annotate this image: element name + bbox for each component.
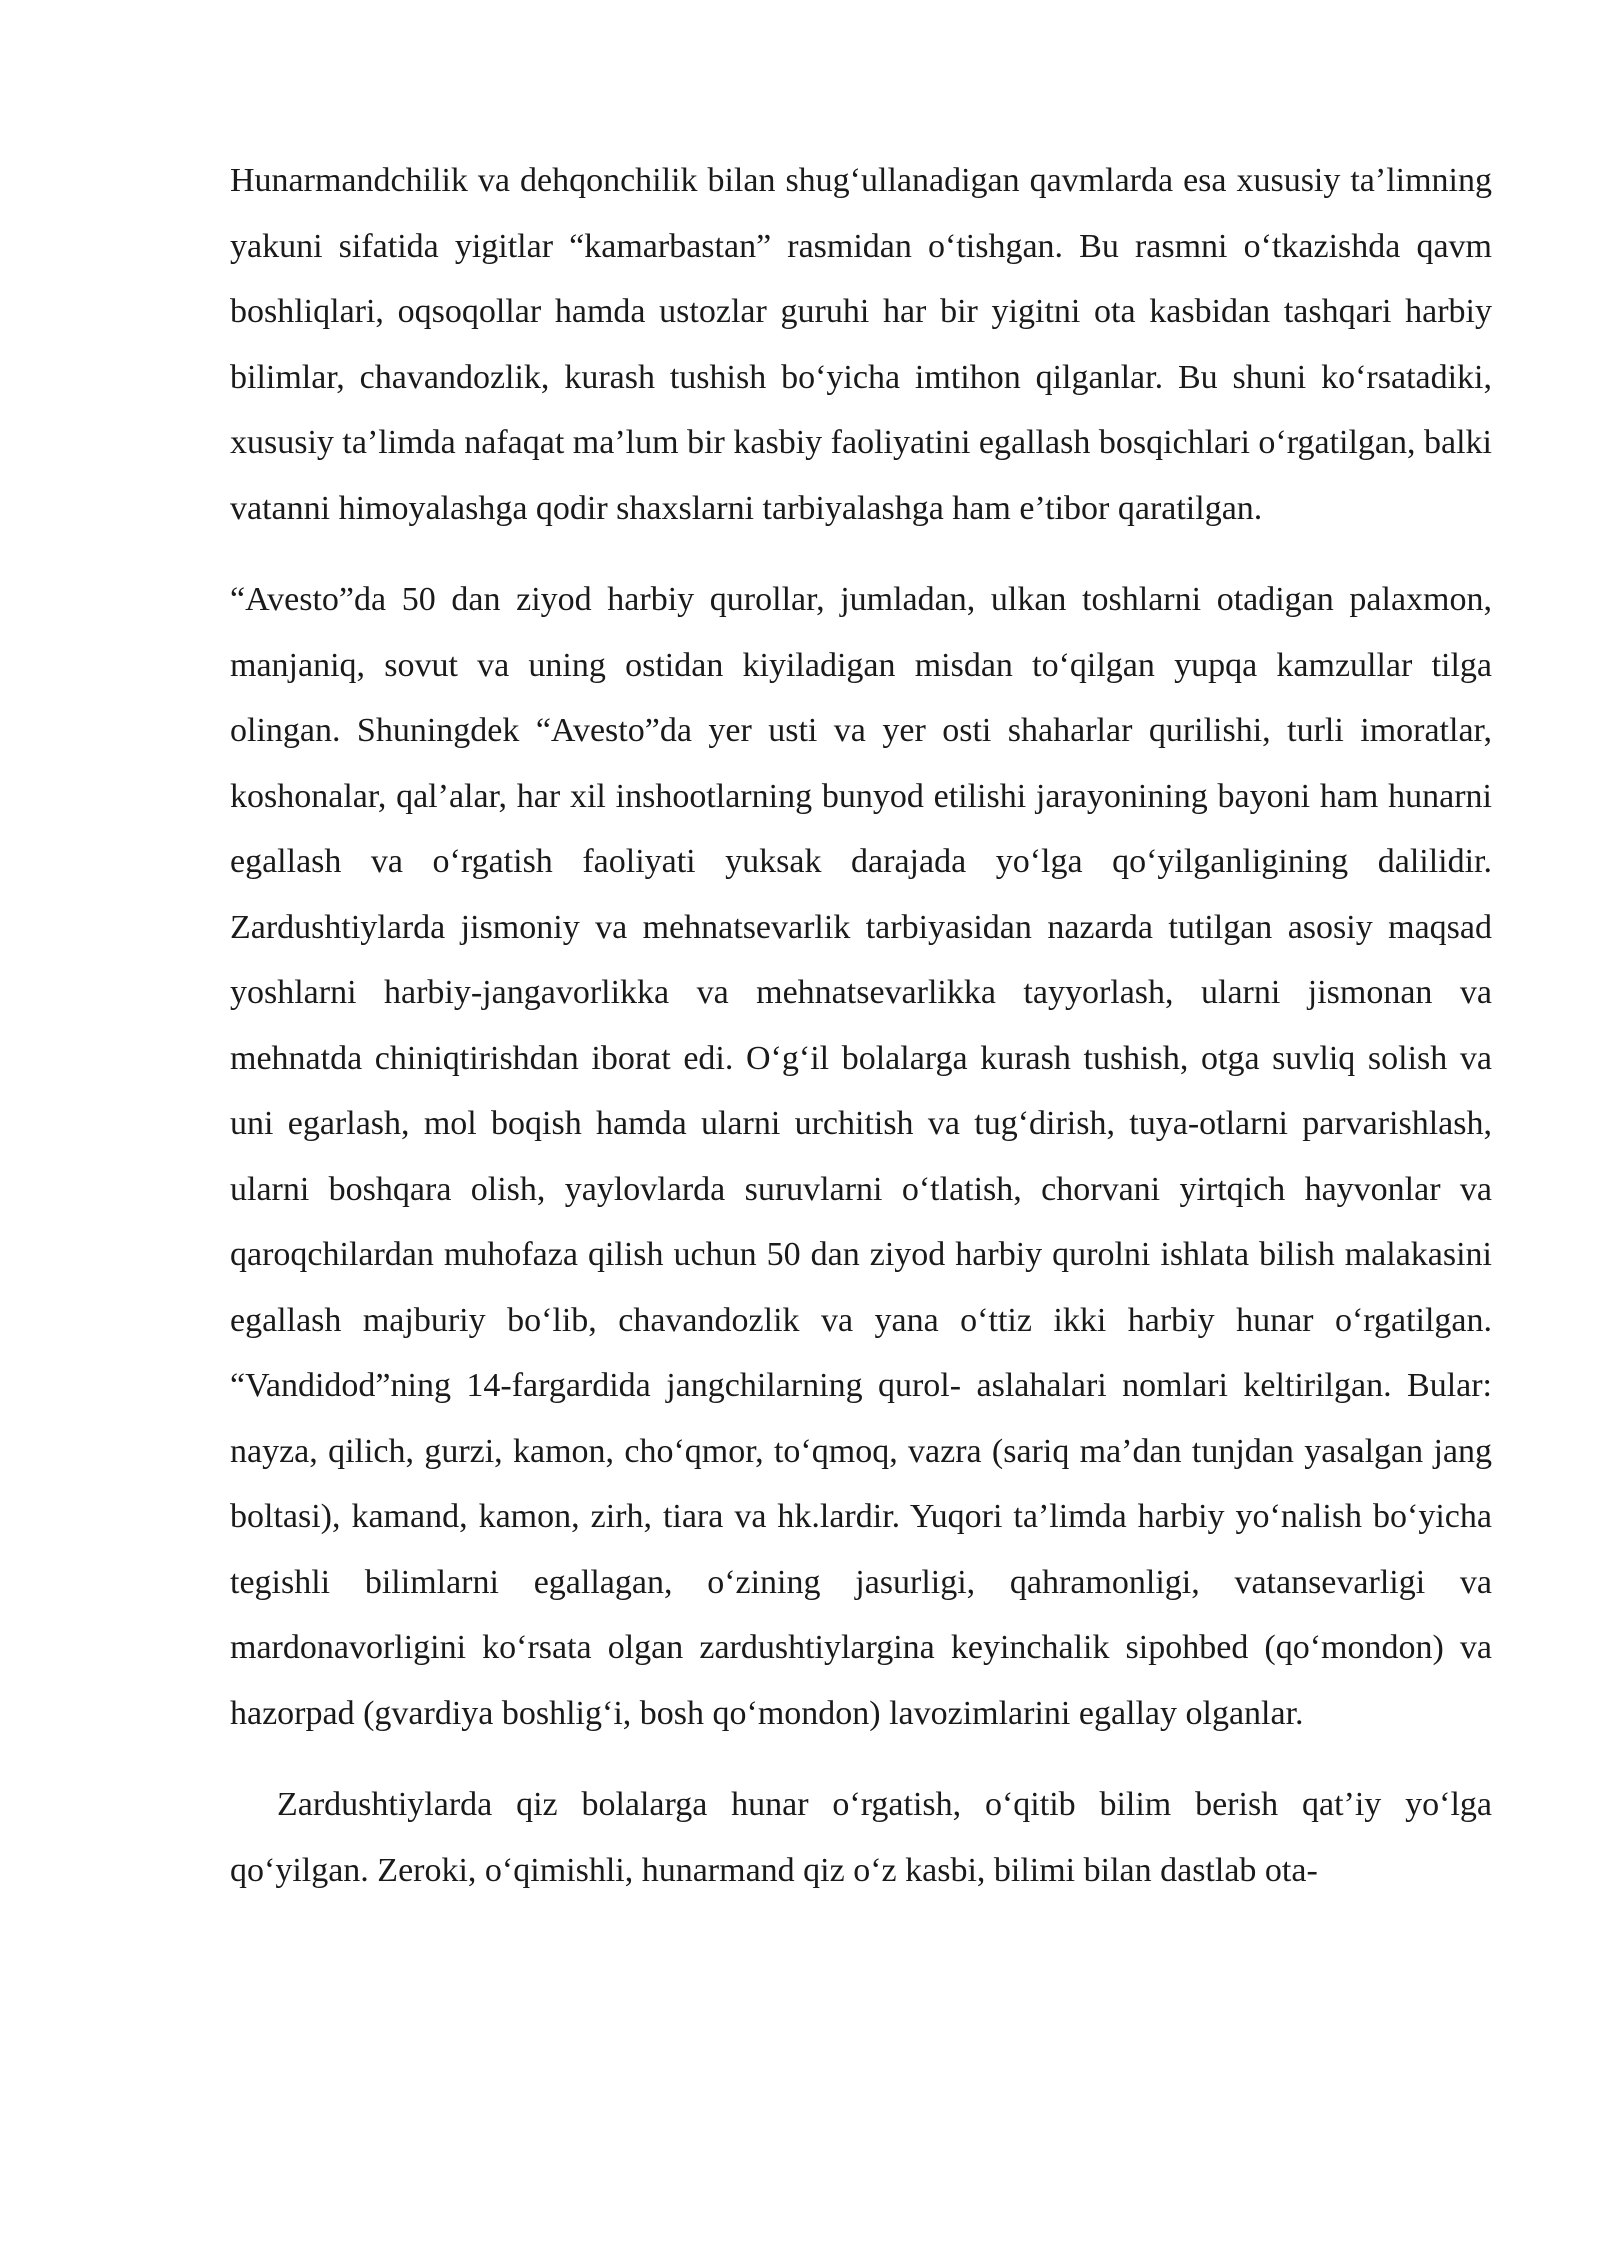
paragraph-avesto: “Avesto”da 50 dan ziyod harbiy qurollar, jumladan, ulkan toshlarni otadigan palaxmon, manjaniq, sovut va uning ostidan kiyiladigan misdan to‘qilgan yupqa kamzullar tilga olingan. Shuningdek “Avesto”da yer usti va yer osti shaharlar qurilishi, turli imoratlar, koshonalar, qal’alar, har xil inshootlarning bunyod etilishi jarayonining bayoni ham hunarni egallash va o‘rgatish faoliyati yuksak darajada yo‘lga qo‘yilganligining dalilidir. Zardushtiylarda jismoniy va mehnatsevarlik tarbiyasidan nazarda tutilgan asosiy maqsad yoshlarni harbiy-jangavorlikka va mehnatsevarlikka tayyorlash, ularni jismonan va mehnatda chiniqtirishdan iborat edi. O‘g‘il bolalarga kurash tushish, otga suvliq solish va uni egarlash, mol boqish hamda ularni urchitish va tug‘dirish, tuya-otlarni parvarishlash, ularni boshqara olish, yaylovlarda suruvlarni o‘tlatish, chorvani yirtqich hayvonlar va qaroqchilardan muhofaza qilish uchun 50 dan ziyod harbiy qurolni ishlata bilish malakasini egallash majburiy bo‘lib, chavandozlik va yana o‘ttiz ikki harbiy hunar o‘rgatilgan. “Vandidod”ning 14-fargardida jangchilarning qurol- aslahalari nomlari keltirilgan. Bular: nayza, qilich, gurzi, kamon, cho‘qmor, to‘qmoq, vazra (sariq ma’dan tunjdan yasalgan jang boltasi), kamand, kamon, zirh, tiara va hk.lardir. Yuqori ta’limda harbiy yo‘nalish bo‘yicha tegishli bilimlarni egallagan, o‘zining jasurligi, qahramonligi, vatansevarligi va mardonavorligini ko‘rsata olgan zardushtiylargina keyinchalik sipohbed (qo‘mondon) va hazorpad (gvardiya boshlig‘i, bosh qo‘mondon) lavozimlarini egallay olganlar. [230, 581, 1492, 1732]
body-text [230, 148, 1492, 1903]
paragraph-girls-education: Zardushtiylarda qiz bolalarga hunar o‘rgatish, o‘qitib bilim berish qat’iy yo‘lga qo‘yilgan. Zeroki, o‘qimishli, hunarmand qiz o‘z kasbi, bilimi bilan dastlab ota- [230, 1786, 1492, 1889]
paragraph-kamarbastan: Hunarmandchilik va dehqonchilik bilan shug‘ullanadigan qavmlarda esa xususiy ta’limning yakuni sifatida yigitlar “kamarbastan” rasmidan o‘tishgan. Bu rasmni o‘tkazishda qavm boshliqlari, oqsoqollar hamda ustozlar guruhi har bir yigitni ota kasbidan tashqari harbiy bilimlar, chavandozlik, kurash tushish bo‘yicha imtihon qilganlar. Bu shuni ko‘rsatadiki, xususiy ta’limda nafaqat ma’lum bir kasbiy faoliyatini egallash bosqichlari o‘rgatilgan, balki vatanni himoyalashga qodir shaxslarni tarbiyalashga ham e’tibor qaratilgan. [230, 162, 1492, 527]
